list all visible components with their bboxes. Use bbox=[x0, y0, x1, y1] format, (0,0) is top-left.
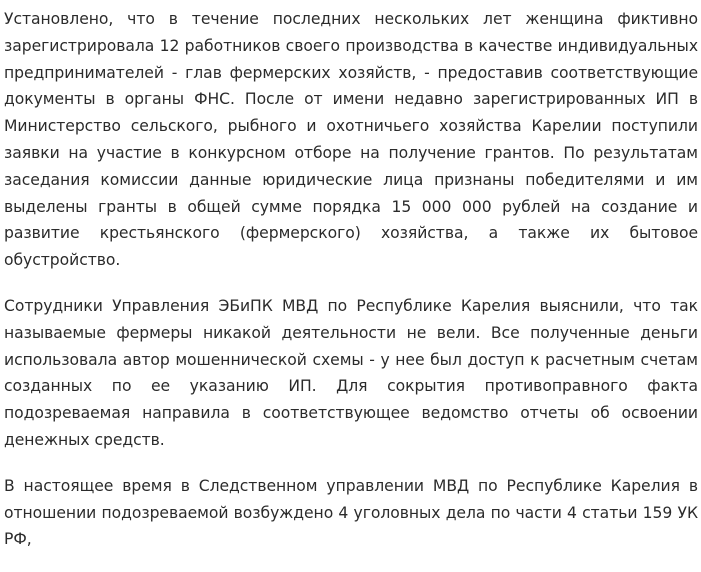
paragraph-grant-fraud-details: Установлено, что в течение последних нескольких лет женщина фиктивно зарегистрировала 12 работников своего производства в качестве индивидуальных предпринимателей - глав фермерских хозяйств, - предоставив соответствующие документы в органы ФНС. После от имени недавно зарегистрированных ИП в Министерство сельского, рыбного и охотничьего хозяйства Карелии поступили заявки на участие в конкурсном отборе на получение грантов. По результатам заседания комиссии данные юридические лица признаны победителями и им выделены гранты в общей сумме порядка 15 000 000 рублей на создание и развитие крестьянского (фермерского) хозяйства, а также их бытовое обустройство. bbox=[4, 10, 698, 270]
paragraph-criminal-cases: В настоящее время в Следственном управлении МВД по Республике Карелия в отношении подозреваемой возбуждено 4 уголовных дела по части 4 статьи 159 УК РФ, bbox=[4, 476, 698, 549]
paragraph-investigation-findings: Сотрудники Управления ЭБиПК МВД по Республике Карелия выяснили, что так называемые фермеры никакой деятельности не вели. Все полученные деньги использовала автор мошеннической схемы - у нее был доступ к расчетным счетам созданных по ее указанию ИП. Для сокрытия противоправного факта подозреваемая направила в соответствующее ведомство отчеты об освоении денежных средств. bbox=[4, 296, 698, 449]
article-body bbox=[4, 6, 698, 572]
